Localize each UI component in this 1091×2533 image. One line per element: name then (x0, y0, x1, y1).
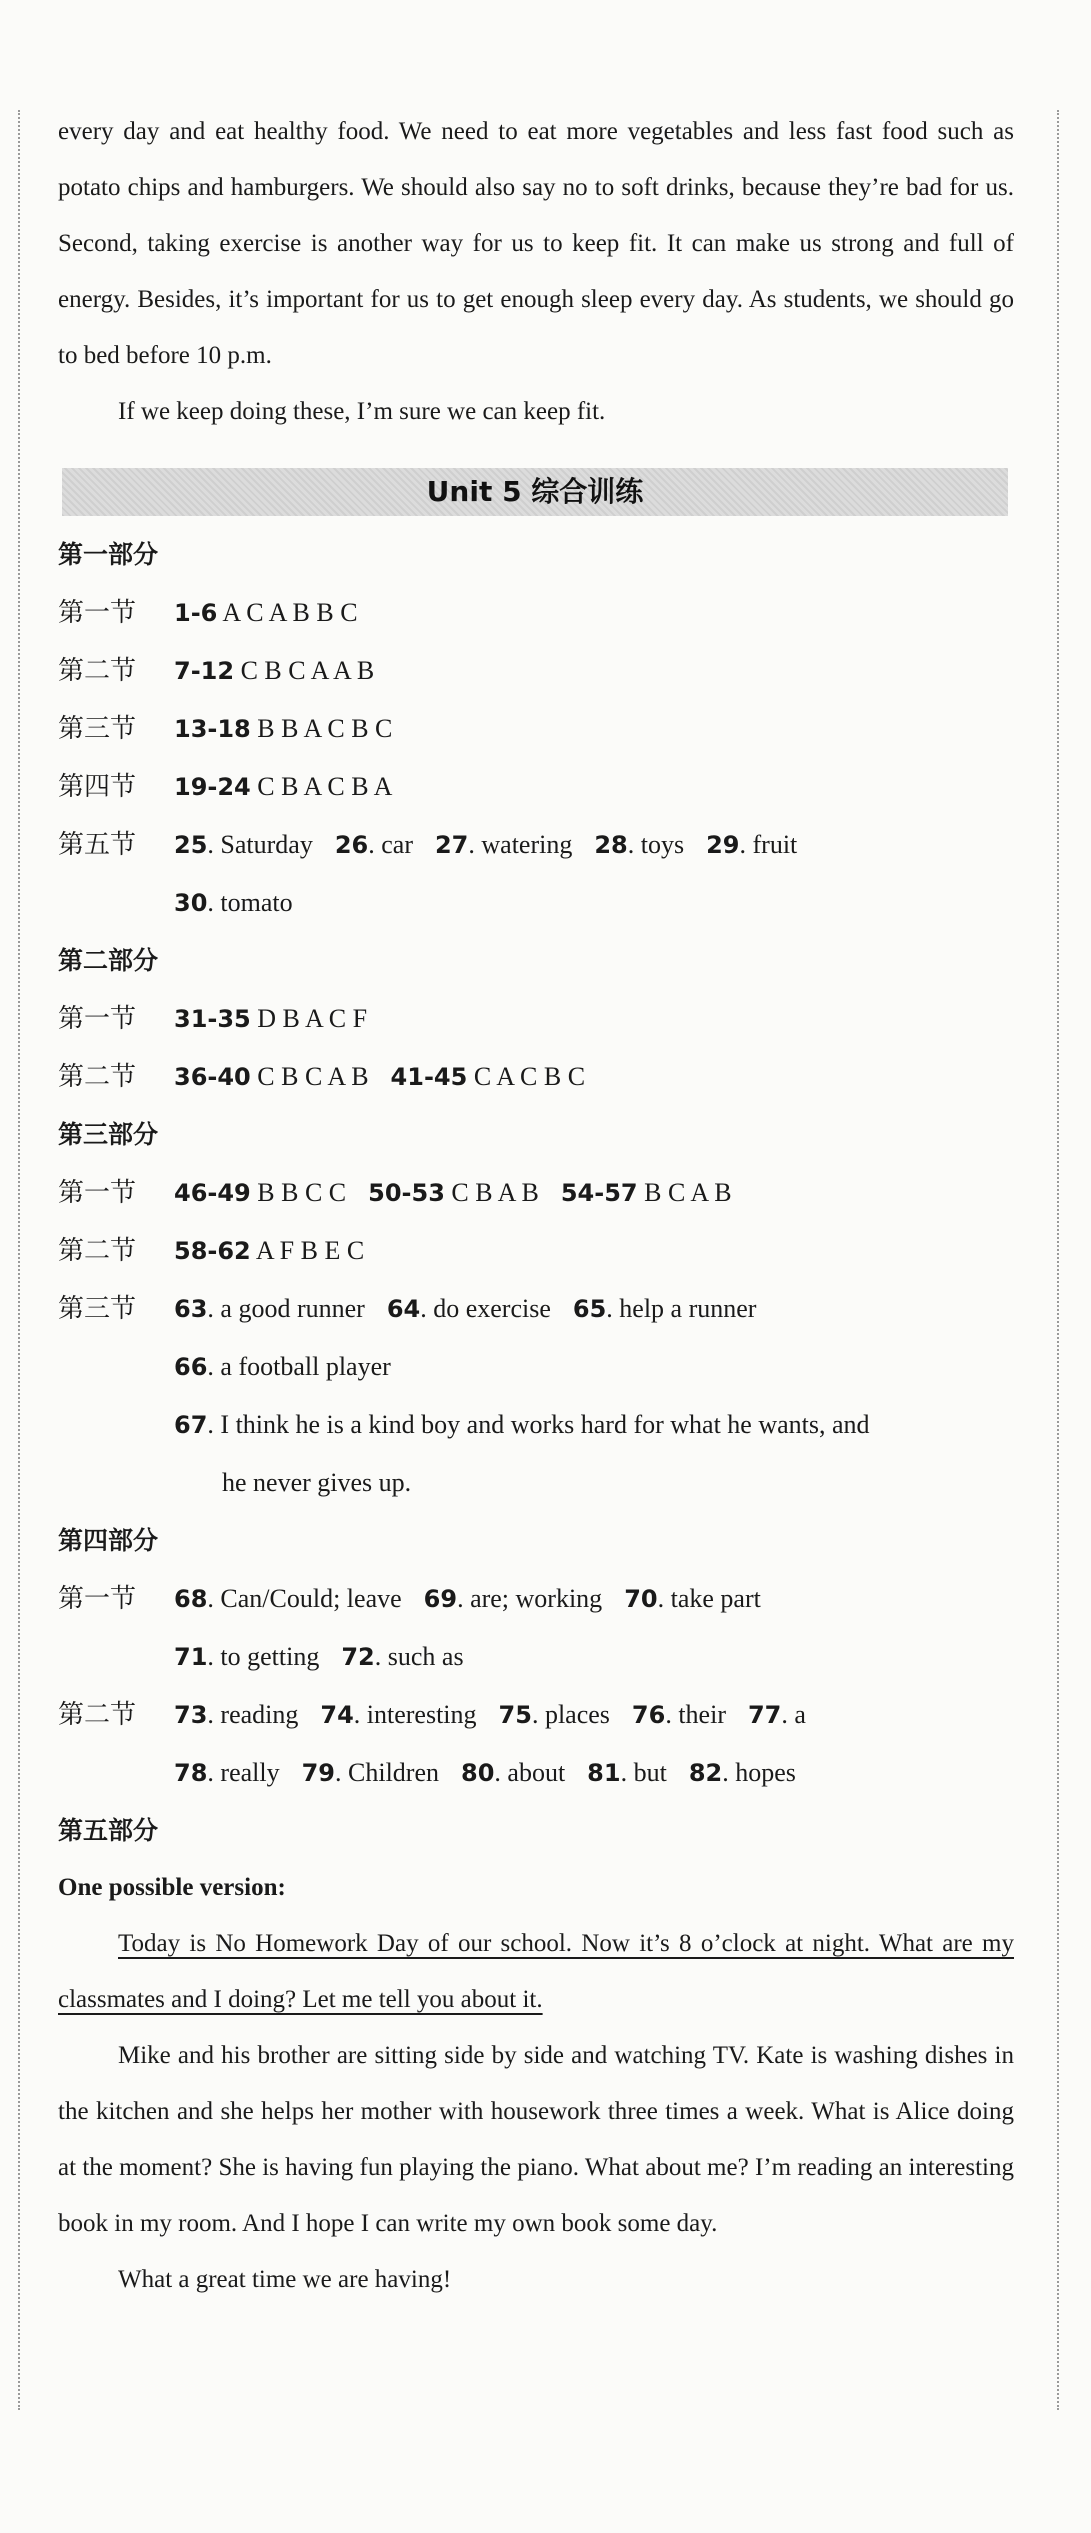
question-number: 77 (747, 1701, 782, 1729)
answer-item (174, 656, 374, 685)
question-number: 80 (461, 1759, 495, 1787)
answer-row (58, 1280, 1014, 1338)
answer-text: hopes (728, 1758, 796, 1787)
answer-text: take part (664, 1584, 761, 1613)
answer-text: their (671, 1700, 726, 1729)
question-number: 31-35 (174, 1005, 251, 1033)
answer-text: but (627, 1758, 667, 1787)
question-number: 25 (174, 831, 208, 859)
answer-item (387, 1294, 551, 1323)
question-number: 64 (386, 1295, 421, 1323)
answer-item (174, 1062, 369, 1091)
answer-item (174, 888, 293, 917)
question-number: 7-12 (174, 657, 235, 685)
essay-opening (58, 1916, 1014, 2028)
answer-item (594, 830, 684, 859)
essay-label: One possible version: (58, 1874, 286, 1901)
answer-items-continued (58, 874, 1014, 932)
answer-text: C A C B C (467, 1062, 586, 1091)
question-number: 81 (587, 1759, 621, 1787)
question-dot: . (457, 1584, 464, 1613)
question-dot: . (722, 1758, 729, 1787)
section-label: 第二节 (58, 1700, 137, 1730)
part-heading-4: 第四部分 (58, 1526, 159, 1555)
section-label: 第五节 (58, 830, 137, 860)
answer-text: A C A B B C (217, 598, 358, 627)
question-number: 76 (631, 1701, 666, 1729)
answer-item-67-continued: he never gives up. (222, 1468, 412, 1497)
question-dot: . (207, 1584, 214, 1613)
question-number: 41-45 (390, 1063, 468, 1091)
question-number: 67 (174, 1411, 208, 1439)
answer-item (499, 1700, 610, 1729)
answer-row (58, 584, 1014, 642)
question-dot: . (620, 1758, 628, 1787)
question-number: 63 (174, 1295, 208, 1323)
right-margin-dotted-line (1057, 110, 1059, 2410)
intro-paragraph-2: If we keep doing these, I’m sure we can keep fit. (118, 398, 606, 425)
part-heading-5: 第五部分 (58, 1816, 159, 1845)
question-number: 79 (301, 1759, 335, 1787)
answer-text: fruit (746, 830, 798, 859)
section-label: 第一节 (58, 598, 137, 628)
section-label: 第三节 (58, 1294, 137, 1324)
answer-row (58, 1048, 1014, 1106)
answer-text: tomato (213, 888, 293, 917)
answer-items (174, 758, 1014, 816)
answer-item (624, 1584, 761, 1613)
answer-item-67 (58, 1396, 1014, 1454)
answer-item (174, 1584, 402, 1613)
question-number: 75 (498, 1701, 532, 1729)
answer-item (461, 1758, 565, 1787)
unit-title: Unit 5 综合训练 (426, 475, 644, 508)
answer-items-continued (58, 1744, 1014, 1802)
answer-text: a (787, 1700, 806, 1729)
answer-item (748, 1700, 806, 1729)
answer-items (174, 816, 1014, 874)
section-label: 第一节 (58, 1004, 137, 1034)
answer-items (174, 1686, 1014, 1744)
answer-item (341, 1642, 463, 1671)
question-dot: . (531, 1700, 539, 1729)
answer-item (302, 1758, 439, 1787)
answer-text: C B C A B (250, 1062, 369, 1091)
answer-items (174, 700, 1014, 758)
answer-text: B B A C B C (250, 714, 393, 743)
question-number: 68 (174, 1585, 208, 1613)
question-number: 30 (174, 889, 208, 917)
section-label: 第一节 (58, 1178, 137, 1208)
answer-row (58, 758, 1014, 816)
answer-items-continued (58, 1338, 1014, 1396)
question-number: 50-53 (368, 1179, 445, 1207)
answer-item (335, 830, 413, 859)
question-number: 82 (688, 1759, 723, 1787)
question-number: 19-24 (174, 773, 251, 801)
answer-item (174, 830, 313, 859)
question-dot: . (207, 1294, 214, 1323)
question-dot: . (368, 830, 375, 859)
essay-closing: What a great time we are having! (118, 2266, 452, 2293)
answer-item (587, 1758, 667, 1787)
question-number: 28 (594, 831, 628, 859)
answer-text: a football player (213, 1352, 391, 1381)
answer-text: D B A C F (250, 1004, 368, 1033)
answer-items (174, 584, 1014, 642)
answer-items (174, 1280, 1014, 1338)
answer-text: places (538, 1700, 610, 1729)
section-label: 第二节 (58, 1236, 137, 1266)
question-number: 26 (334, 831, 369, 859)
answer-text: help a runner (612, 1294, 757, 1323)
answer-text: car (374, 830, 413, 859)
answer-items (174, 1570, 1014, 1628)
answer-text: I think he is a kind boy and works hard for what he wants, and (220, 1410, 870, 1439)
answer-text: Can/Could; leave (213, 1584, 402, 1613)
question-number: 54-57 (560, 1179, 638, 1207)
question-dot: . (207, 1700, 214, 1729)
question-number: 46-49 (174, 1179, 251, 1207)
answer-item (174, 1642, 319, 1671)
answer-text: a good runner (213, 1294, 365, 1323)
question-dot: . (781, 1700, 788, 1729)
answer-items (174, 1048, 1014, 1106)
question-number: 65 (572, 1295, 607, 1323)
answer-item (391, 1062, 586, 1091)
answer-text: A F B E C (250, 1236, 365, 1265)
question-number: 58-62 (174, 1237, 251, 1265)
answer-item (561, 1178, 732, 1207)
question-dot: . (665, 1700, 672, 1729)
answer-item (174, 1700, 298, 1729)
answer-text: toys (634, 830, 685, 859)
question-number: 70 (624, 1585, 658, 1613)
part-heading-3: 第三部分 (58, 1120, 159, 1149)
page-content (58, 104, 1014, 2308)
answer-text: to getting (213, 1642, 320, 1671)
answer-item (368, 1178, 539, 1207)
section-label: 第三节 (58, 714, 137, 744)
answer-text: C B C A A B (234, 656, 375, 685)
answer-text: reading (213, 1700, 299, 1729)
answer-item (174, 714, 392, 743)
question-dot: . (606, 1294, 613, 1323)
intro-paragraph-1: every day and eat healthy food. We need to eat more vegetables and less fast food such as potato chips and hamburgers. We should also say no to soft drinks, because they’re bad for us. Second, taking exercise is another way for us to keep fit. It can make us strong and full of energy. Besides, it’s important for us to get enough sleep every day. As students, we should go to bed before 10 p.m. (58, 118, 1014, 369)
answer-row (58, 1686, 1014, 1744)
answer-text: Children (341, 1758, 439, 1787)
answer-text: such as (381, 1642, 464, 1671)
section-label: 第一节 (58, 1584, 137, 1614)
question-number: 1-6 (174, 599, 218, 627)
answer-item (706, 830, 797, 859)
question-dot: . (657, 1584, 665, 1613)
answer-item (632, 1700, 726, 1729)
question-dot: . (207, 1758, 214, 1787)
part-heading-2: 第二部分 (58, 946, 159, 975)
section-label: 第四节 (58, 772, 137, 802)
unit-banner (62, 468, 1008, 516)
question-dot: . (207, 830, 214, 859)
question-number: 66 (174, 1353, 208, 1381)
answer-text: C B A C B A (250, 772, 393, 801)
answer-row (58, 1164, 1014, 1222)
part-heading-1: 第一部分 (58, 540, 159, 569)
answer-items (174, 990, 1014, 1048)
answer-row (58, 1570, 1014, 1628)
question-dot: . (207, 1410, 214, 1439)
answer-text: watering (474, 830, 573, 859)
answer-row (58, 642, 1014, 700)
question-number: 73 (174, 1701, 208, 1729)
question-number: 29 (706, 831, 740, 859)
left-margin-dotted-line (18, 110, 20, 2410)
question-dot: . (207, 1642, 214, 1671)
answer-text: are; working (463, 1584, 603, 1613)
question-dot: . (420, 1294, 427, 1323)
answer-text: B B C C (250, 1178, 347, 1207)
question-number: 27 (434, 831, 469, 859)
answer-item (320, 1700, 476, 1729)
answer-text: Saturday (213, 830, 313, 859)
question-number: 71 (174, 1643, 208, 1671)
answer-item (689, 1758, 796, 1787)
question-dot: . (374, 1642, 382, 1671)
answer-text: C B A B (444, 1178, 539, 1207)
answer-text: do exercise (426, 1294, 551, 1323)
answer-item (174, 1004, 367, 1033)
answer-item (174, 772, 392, 801)
answer-row (58, 1222, 1014, 1280)
answer-items (174, 1164, 1014, 1222)
question-number: 78 (174, 1759, 208, 1787)
answer-item (174, 1294, 365, 1323)
answer-item (424, 1584, 603, 1613)
answer-item (435, 830, 572, 859)
question-dot: . (468, 830, 475, 859)
answer-item (174, 1758, 280, 1787)
question-number: 36-40 (174, 1063, 251, 1091)
answer-items (174, 642, 1014, 700)
answer-item (573, 1294, 757, 1323)
answer-item (174, 598, 358, 627)
answer-items-continued (58, 1628, 1014, 1686)
answer-item (174, 1352, 391, 1381)
answer-row (58, 700, 1014, 758)
question-number: 72 (341, 1643, 375, 1671)
question-number: 74 (320, 1701, 354, 1729)
question-number: 69 (423, 1585, 458, 1613)
answer-text: really (213, 1758, 280, 1787)
answer-item (174, 1236, 364, 1265)
answer-row (58, 816, 1014, 874)
essay-body: Mike and his brother are sitting side by side and watching TV. Kate is washing dishes in the kitchen and she helps her mother with housework three times a week. What is Alice doing at the moment? She is having fun playing the piano. What about me? I’m reading an interesting book in my room. And I hope I can write my own book some day. (58, 2042, 1014, 2237)
question-dot: . (494, 1758, 501, 1787)
section-label: 第二节 (58, 656, 137, 686)
question-dot: . (207, 888, 214, 917)
question-number: 13-18 (174, 715, 251, 743)
answer-row (58, 990, 1014, 1048)
answer-items (174, 1222, 1014, 1280)
question-dot: . (739, 830, 747, 859)
question-dot: . (207, 1352, 214, 1381)
question-dot: . (353, 1700, 361, 1729)
question-dot: . (627, 830, 635, 859)
answer-item (174, 1178, 346, 1207)
essay-opening-underlined: Today is No Homework Day of our school. Now it’s 8 o’clock at night. What are my classmates and I doing? Let me tell you about it. (58, 1930, 1014, 2013)
answer-text: about (500, 1758, 566, 1787)
question-dot: . (335, 1758, 342, 1787)
answer-text: B C A B (637, 1178, 732, 1207)
answer-text: interesting (360, 1700, 477, 1729)
section-label: 第二节 (58, 1062, 137, 1092)
